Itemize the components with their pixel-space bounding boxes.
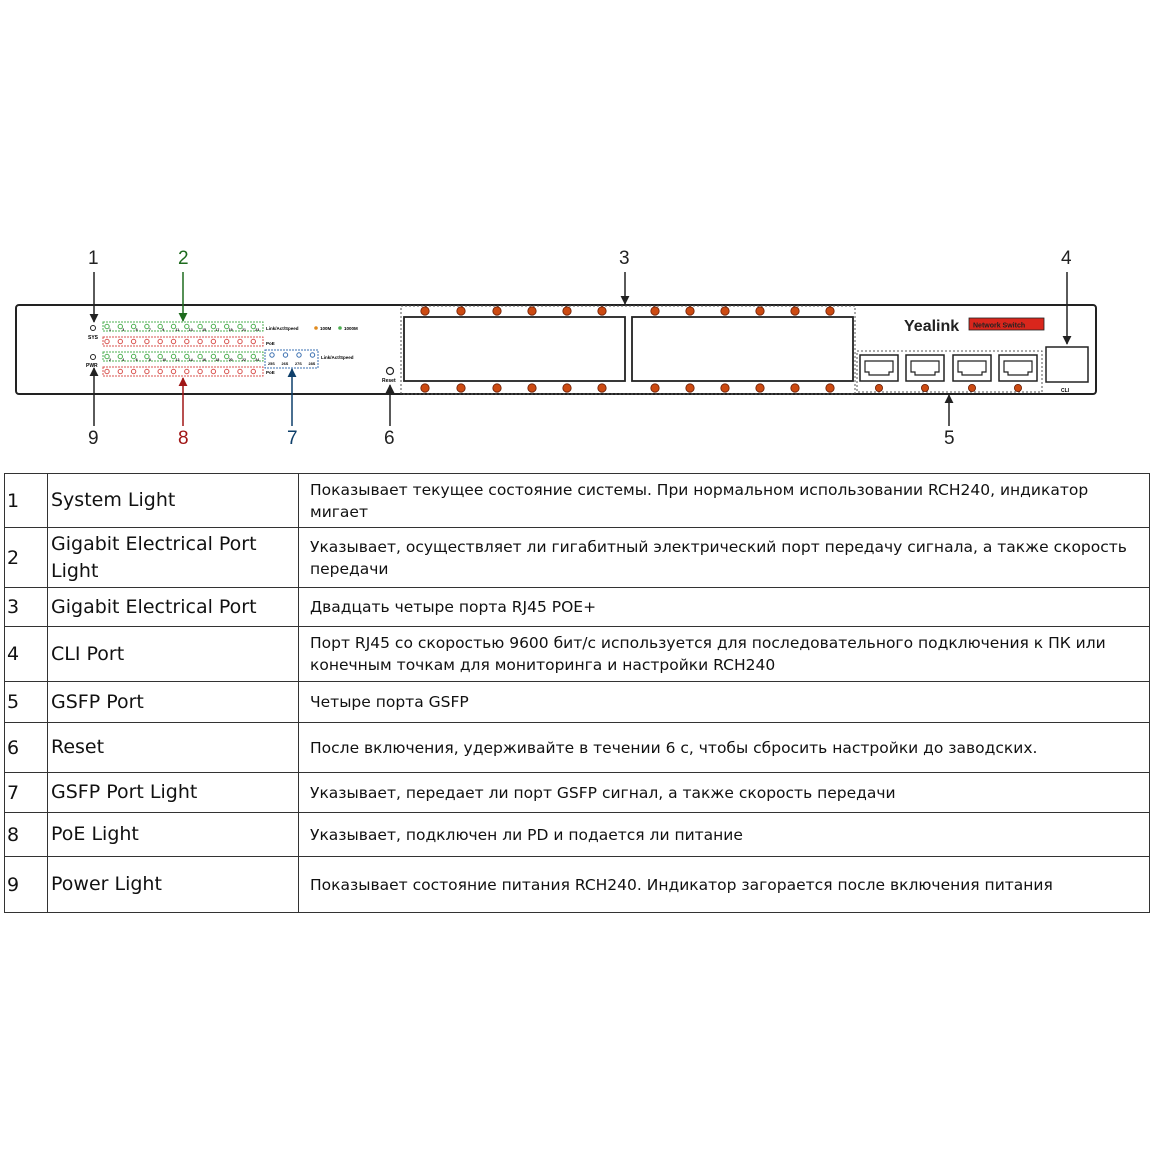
port-block-left (404, 317, 625, 381)
port-activity-led (493, 307, 501, 315)
row-number: 5 (5, 682, 48, 723)
callout-7: 7 (287, 428, 298, 449)
callout-6: 6 (384, 428, 395, 449)
row-description: После включения, удерживайте в течении 6 с, чтобы сбросить настройки до заводских. (299, 723, 1150, 773)
cli-label: CLI (1061, 388, 1070, 394)
table-row (5, 474, 1150, 528)
gsfp-number-label: 27S (295, 362, 302, 366)
callout-2: 2 (178, 248, 189, 269)
row-description: Двадцать четыре порта RJ45 POE+ (299, 588, 1150, 627)
port-activity-led (598, 384, 606, 392)
port-number-label: 11 (175, 328, 180, 332)
reset-label: Reset (382, 378, 396, 384)
table-row (5, 857, 1150, 913)
port-number-label: 8 (148, 358, 151, 362)
port-number-label: 16 (202, 358, 207, 362)
gsfp-activity-led (968, 384, 975, 391)
port-activity-led (457, 384, 465, 392)
port-activity-led (721, 307, 729, 315)
row-name: Reset (48, 723, 299, 773)
top-link-label: Link/Act/Speed (266, 326, 299, 331)
port-number-label: 21 (242, 328, 246, 332)
port-activity-led (651, 384, 659, 392)
port-number-label: 10 (162, 358, 167, 362)
callout-1: 1 (88, 248, 99, 269)
pwr-label: PWR (86, 363, 98, 369)
row-name: Gigabit Electrical Port Light (48, 528, 299, 588)
port-number-label: 3 (122, 328, 125, 332)
port-activity-led (421, 384, 429, 392)
port-number-label: 17 (215, 328, 220, 332)
bottom-poe-label: PoE (266, 370, 275, 375)
row-name: CLI Port (48, 627, 299, 682)
port-activity-led (826, 384, 834, 392)
port-activity-led (528, 384, 536, 392)
callout-9: 9 (88, 428, 99, 449)
port-activity-led (493, 384, 501, 392)
port-number-label: 13 (188, 328, 193, 332)
row-name: GSFP Port Light (48, 773, 299, 813)
network-switch-badge-text: Network Switch (973, 322, 1026, 330)
row-name: System Light (48, 474, 299, 528)
port-activity-led (721, 384, 729, 392)
port-number-label: 14 (188, 358, 193, 362)
callout-5: 5 (944, 428, 955, 449)
gsfp-link-label: Link/Act/Speed (321, 355, 354, 360)
table-row (5, 588, 1150, 627)
gsfp-activity-led (1014, 384, 1021, 391)
port-activity-led (651, 307, 659, 315)
gsfp-activity-led (921, 384, 928, 391)
port-number-label: 23 (255, 328, 260, 332)
legend-100m-dot (314, 326, 318, 330)
row-name: Power Light (48, 857, 299, 913)
port-number-label: 15 (202, 328, 207, 332)
row-number: 2 (5, 528, 48, 588)
port-number-label: 9 (162, 328, 165, 332)
port-activity-led (756, 307, 764, 315)
callout-3: 3 (619, 248, 630, 269)
port-activity-led (686, 307, 694, 315)
cli-port (1046, 347, 1088, 382)
port-number-label: 20 (228, 358, 233, 362)
legend-table (4, 473, 1150, 913)
port-activity-led (528, 307, 536, 315)
port-number-label: 22 (242, 358, 246, 362)
port-activity-led (791, 307, 799, 315)
port-number-label: 1 (109, 328, 111, 332)
row-number: 6 (5, 723, 48, 773)
row-number: 9 (5, 857, 48, 913)
callout-8: 8 (178, 428, 189, 449)
row-number: 8 (5, 813, 48, 857)
row-number: 1 (5, 474, 48, 528)
port-number-label: 4 (122, 358, 125, 362)
row-description: Указывает, подключен ли PD и подается ли питание (299, 813, 1150, 857)
table-row (5, 627, 1150, 682)
row-number: 3 (5, 588, 48, 627)
gsfp-number-label: 25S (268, 362, 275, 366)
row-description: Порт RJ45 со скоростью 9600 бит/с используется для последовательного подключения к ПК или конечным точкам для мониторинга и настройки RCH240 (299, 627, 1150, 682)
legend-1000m-dot (338, 326, 342, 330)
port-number-label: 6 (135, 358, 138, 362)
gsfp-number-label: 28S (308, 362, 316, 366)
port-number-label: 5 (135, 328, 138, 332)
table-row (5, 813, 1150, 857)
row-number: 7 (5, 773, 48, 813)
port-block-right (632, 317, 853, 381)
row-number: 4 (5, 627, 48, 682)
gsfp-number-label: 26S (281, 362, 289, 366)
row-description: Показывает текущее состояние системы. При нормальном использовании RCH240, индикатор мигает (299, 474, 1150, 528)
table-row (5, 682, 1150, 723)
port-number-label: 24 (255, 358, 260, 362)
row-name: Gigabit Electrical Port (48, 588, 299, 627)
port-number-label: 18 (215, 358, 220, 362)
port-number-label: 19 (228, 328, 233, 332)
port-activity-led (598, 307, 606, 315)
port-activity-led (756, 384, 764, 392)
brand-logo: Yealink (904, 318, 960, 335)
port-number-label: 12 (175, 358, 180, 362)
port-activity-led (563, 384, 571, 392)
callout-4: 4 (1061, 248, 1072, 269)
port-activity-led (686, 384, 694, 392)
row-description: Указывает, передает ли порт GSFP сигнал, а также скорость передачи (299, 773, 1150, 813)
port-activity-led (563, 307, 571, 315)
table-row (5, 528, 1150, 588)
switch-front-panel-diagram (0, 0, 1156, 470)
port-activity-led (457, 307, 465, 315)
legend-1000m-label: 1000M (344, 326, 358, 331)
top-poe-label: PoE (266, 341, 275, 346)
port-number-label: 7 (148, 328, 151, 332)
port-activity-led (791, 384, 799, 392)
legend-100m-label: 100M (320, 326, 332, 331)
port-number-label: 2 (109, 358, 111, 362)
port-activity-led (421, 307, 429, 315)
table-row (5, 773, 1150, 813)
row-description: Указывает, осуществляет ли гигабитный электрический порт передачу сигнала, а также скорость передачи (299, 528, 1150, 588)
row-description: Четыре порта GSFP (299, 682, 1150, 723)
sys-label: SYS (88, 335, 99, 341)
row-name: GSFP Port (48, 682, 299, 723)
row-name: PoE Light (48, 813, 299, 857)
port-activity-led (826, 307, 834, 315)
row-description: Показывает состояние питания RCH240. Индикатор загорается после включения питания (299, 857, 1150, 913)
gsfp-activity-led (875, 384, 882, 391)
table-row (5, 723, 1150, 773)
